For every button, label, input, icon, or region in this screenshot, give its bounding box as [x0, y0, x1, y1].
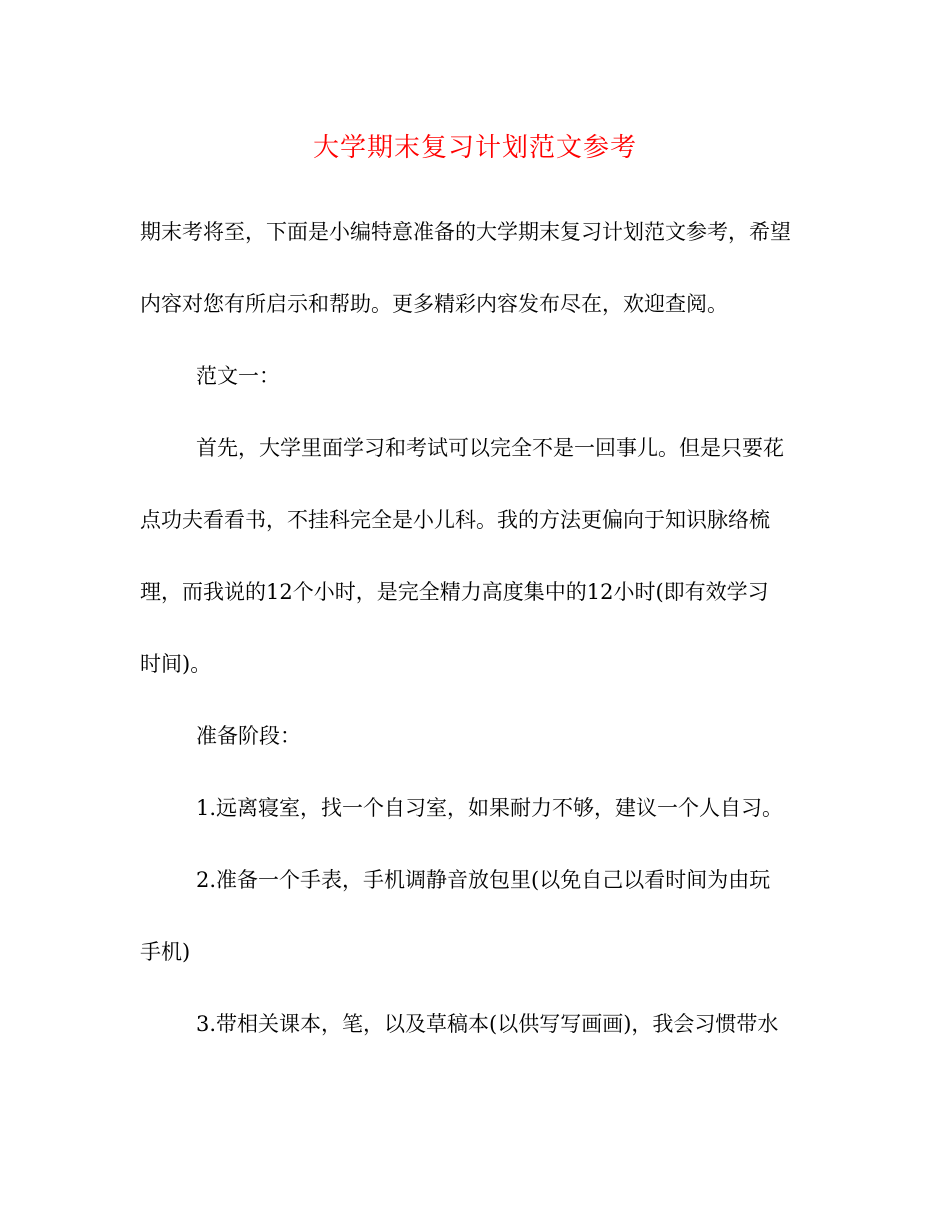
document-body	[140, 196, 816, 1060]
document-title: 大学期末复习计划范文参考	[312, 133, 637, 163]
paragraph-line: 理，而我说的12个小时，是完全精力高度集中的12小时(即有效学习	[140, 580, 769, 604]
list-item-1: 1.远离寝室，找一个自习室，如果耐力不够，建议一个人自习。	[196, 796, 784, 820]
paragraph-line: 内容对您有所启示和帮助。更多精彩内容发布尽在，欢迎查阅。	[140, 292, 728, 316]
list-item-2-continued: 手机)	[140, 940, 191, 964]
list-item-3: 3.带相关课本，笔，以及草稿本(以供写写画画)，我会习惯带水	[196, 1012, 779, 1036]
paragraph-line: 点功夫看看书，不挂科完全是小儿科。我的方法更偏向于知识脉络梳	[140, 508, 770, 532]
section-heading-preparation: 准备阶段：	[196, 724, 301, 748]
paragraph-line: 首先，大学里面学习和考试可以完全不是一回事儿。但是只要花	[196, 436, 784, 460]
paragraph-line: 期末考将至，下面是小编特意准备的大学期末复习计划范文参考，希望	[140, 220, 791, 244]
section-heading-fanwen-1: 范文一：	[196, 364, 280, 388]
paragraph-line: 时间)。	[140, 652, 212, 676]
list-item-2: 2.准备一个手表，手机调静音放包里(以免自己以看时间为由玩	[196, 868, 771, 892]
